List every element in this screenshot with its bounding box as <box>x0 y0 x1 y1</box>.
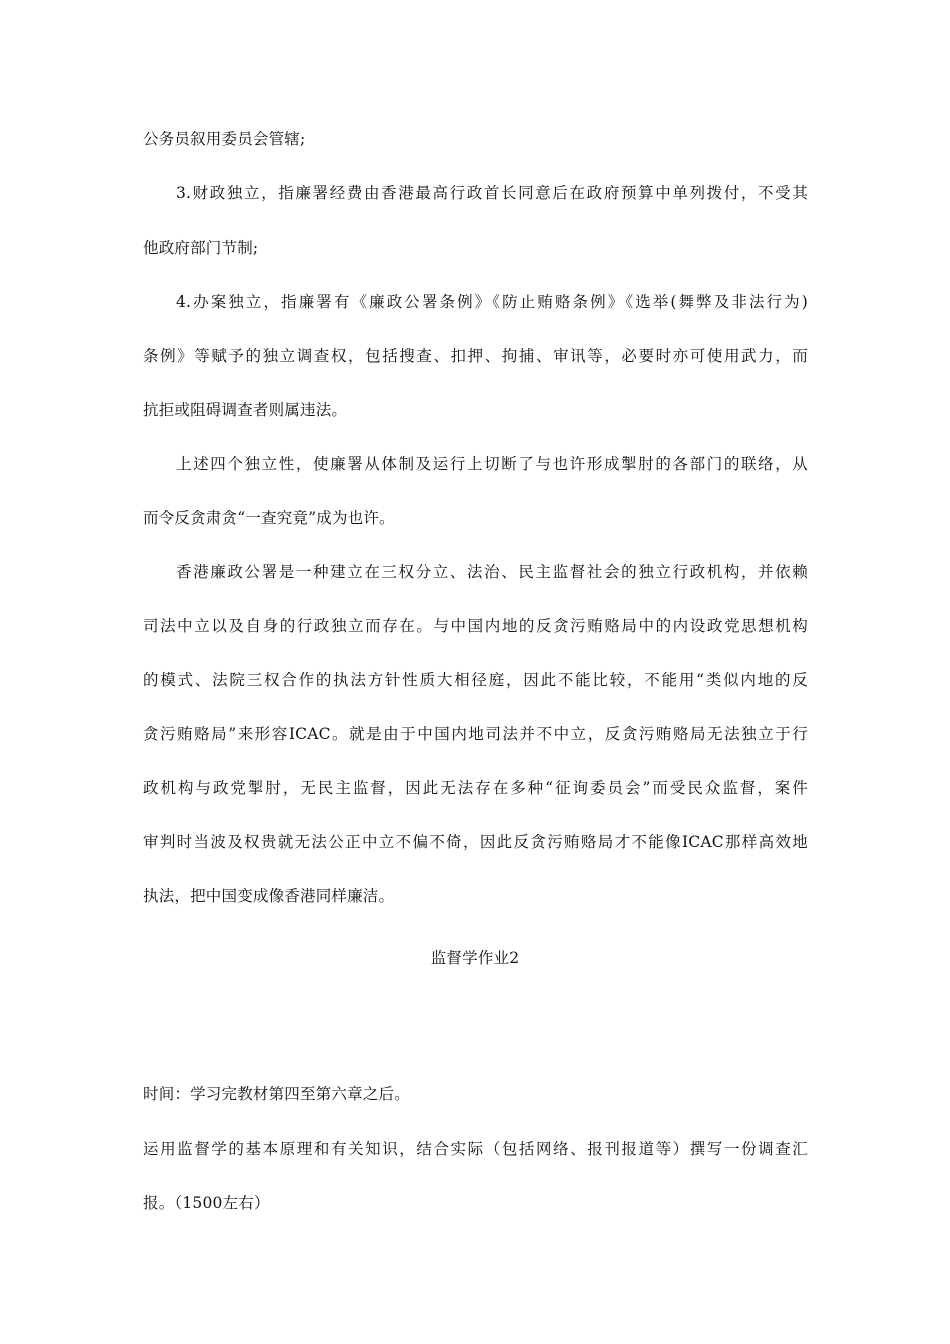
paragraph-line: 抗拒或阻碍调查者则属违法。 <box>143 401 348 419</box>
paragraph-line: 审判时当波及权贵就无法公正中立不偏不倚，因此反贪污贿赂局才不能像ICAC那样高效地 <box>143 833 808 851</box>
paragraph-line: 司法中立以及自身的行政独立而存在。与中国内地的反贪污贿赂局中的内设政党思想机构 <box>143 617 808 635</box>
assignment-task-line: 运用监督学的基本原理和有关知识，结合实际（包括网络、报刊报道等）撰写一份调查汇 <box>143 1140 808 1158</box>
paragraph-line: 的模式、法院三权合作的执法方针性质大相径庭，因此不能比较，不能用“类似内地的反 <box>143 671 808 689</box>
paragraph-line: 执法，把中国变成像香港同样廉洁。 <box>143 887 395 905</box>
paragraph-line: 贪污贿赂局”来形容ICAC。就是由于中国内地司法并不中立，反贪污贿赂局无法独立于行 <box>143 725 808 743</box>
paragraph-line: 他政府部门节制; <box>143 239 259 257</box>
paragraph-line: 3.财政独立，指廉署经费由香港最高行政首长同意后在政府预算中单列拨付，不受其 <box>176 184 808 202</box>
paragraph-line: 而令反贪肃贪“一查究竟”成为也许。 <box>143 509 395 527</box>
paragraph-line: 上述四个独立性，使廉署从体制及运行上切断了与也许形成掣肘的各部门的联络，从 <box>176 455 808 473</box>
assignment-time: 时间：学习完教材第四至第六章之后。 <box>143 1085 410 1103</box>
paragraph-line: 政机构与政党掣肘，无民主监督，因此无法存在多种“征询委员会”而受民众监督，案件 <box>143 779 808 797</box>
paragraph-line: 条例》等赋予的独立调查权，包括搜查、扣押、拘捕、审讯等，必要时亦可使用武力，而 <box>143 347 808 365</box>
section-title: 监督学作业2 <box>430 949 520 967</box>
paragraph-line: 4.办案独立，指廉署有《廉政公署条例》《防止贿赂条例》《选举(舞弊及非法行为) <box>176 293 808 311</box>
paragraph-line: 公务员叙用委员会管辖; <box>143 130 306 148</box>
assignment-task-line: 报。（1500左右） <box>143 1194 270 1212</box>
paragraph-line: 香港廉政公署是一种建立在三权分立、法治、民主监督社会的独立行政机构，并依赖 <box>176 563 808 581</box>
